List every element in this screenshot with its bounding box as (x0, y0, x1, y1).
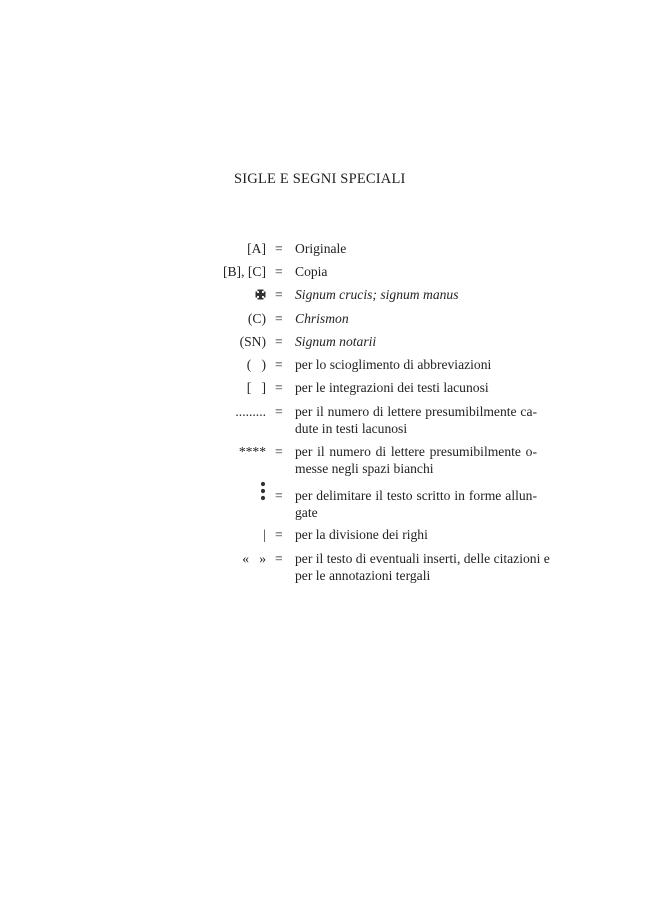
entry-description (295, 487, 537, 521)
entry-symbol: [ ] (246, 380, 266, 395)
equals-sign: = (275, 241, 283, 256)
entry-symbol (260, 481, 266, 505)
equals-sign: = (275, 404, 283, 419)
page-title: SIGLE E SEGNI SPECIALI (234, 171, 406, 187)
equals-sign: = (275, 357, 283, 372)
entry-symbol: (SN) (239, 334, 266, 349)
equals-sign: = (275, 287, 283, 302)
description-line: per delimitare il testo scritto in forme allun- (295, 488, 537, 503)
equals-sign: = (275, 551, 283, 566)
equals-sign: = (275, 488, 283, 503)
equals-sign: = (275, 380, 283, 395)
entry-description: per lo scioglimento di abbreviazioni (295, 357, 492, 372)
equals-sign: = (275, 527, 283, 542)
description-line: messe negli spazi bianchi (295, 461, 434, 476)
entry-description (295, 443, 537, 477)
entry-description: Copia (295, 264, 328, 279)
entry-description: Originale (295, 241, 347, 256)
entry-description (295, 550, 550, 584)
description-line: per le annotazioni tergali (295, 568, 431, 583)
description-line: per il numero di lettere presumibilmente ca- (295, 404, 537, 419)
entry-symbol (255, 286, 266, 303)
entry-description: Chrismon (295, 311, 349, 326)
description-line: per il testo di eventuali inserti, delle citazioni e (295, 551, 550, 566)
cross-potent-icon (255, 289, 266, 300)
equals-sign: = (275, 311, 283, 326)
entry-symbol: [B], [C] (222, 264, 266, 279)
entry-description (295, 403, 537, 437)
entry-description: Signum crucis; signum manus (295, 287, 459, 302)
equals-sign: = (275, 444, 283, 459)
equals-sign: = (275, 334, 283, 349)
entry-symbol: | (263, 527, 266, 542)
entry-symbol: ......... (235, 404, 266, 419)
entry-description: per le integrazioni dei testi lacunosi (295, 380, 489, 395)
equals-sign: = (275, 264, 283, 279)
description-line: per il numero di lettere presumibilmente o- (295, 444, 537, 459)
vertical-dots-icon (260, 481, 266, 501)
entry-description: Signum notarii (295, 334, 377, 349)
entry-symbol: **** (238, 444, 266, 459)
description-line: gate (295, 505, 318, 520)
entry-symbol: [A] (247, 241, 266, 256)
entry-symbol: « » (242, 551, 266, 566)
description-line: dute in testi lacunosi (295, 421, 408, 436)
entry-symbol: (C) (247, 311, 266, 326)
entry-symbol: ( ) (246, 357, 266, 372)
entry-description: per la divisione dei righi (295, 527, 428, 542)
